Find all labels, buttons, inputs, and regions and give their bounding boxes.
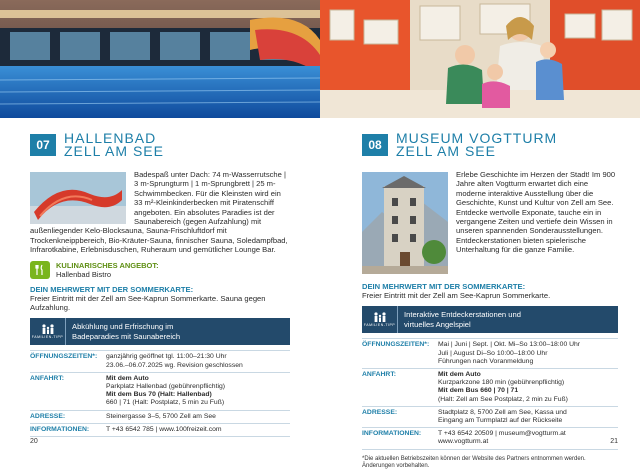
section-title: MUSEUM VOGTTURM ZELL AM SEE bbox=[396, 130, 558, 159]
info-table bbox=[30, 350, 290, 437]
intro-block bbox=[362, 170, 618, 255]
address-row: ADRESSE: Steinergasse 3–5, 5700 Zell am See bbox=[30, 411, 290, 424]
culinary-text: Hallenbad Bistro bbox=[56, 269, 112, 279]
address-row: ADRESSE: Stadtplatz 8, 5700 Zell am See, Kassa und Eingang am Turmplatzl auf der Rückseite bbox=[362, 407, 618, 428]
family-tip-label: FAMILIEN-TIPP bbox=[31, 335, 64, 340]
right-content bbox=[320, 118, 640, 470]
museum-photo bbox=[320, 0, 640, 118]
opening-hours-row: ÖFFNUNGSZEITEN*: ganzjährig geöffnet tgl. 11:00–21:30 Uhr 23.06.–06.07.2025 wg. Revision geschlossen bbox=[30, 351, 290, 372]
culinary-title: KULINARISCHES ANGEBOT: bbox=[56, 260, 159, 270]
section-title: HALLENBAD ZELL AM SEE bbox=[64, 130, 164, 159]
benefit-text: Freier Eintritt mit der Zell am See-Kaprun Sommerkarte. bbox=[362, 291, 551, 300]
section-header bbox=[362, 132, 618, 166]
intro-block bbox=[30, 170, 290, 255]
section-number: 07 bbox=[30, 134, 56, 156]
family-icon bbox=[30, 318, 66, 345]
culinary-section bbox=[30, 261, 290, 279]
family-tip-text: Abkühlung und Erfrischung im Badeparadies mit Saunabereich bbox=[72, 322, 181, 341]
right-page bbox=[320, 0, 640, 469]
left-page bbox=[0, 0, 320, 450]
pool-photo bbox=[0, 0, 320, 118]
page-number: 20 bbox=[30, 438, 38, 445]
family-tip-box bbox=[30, 318, 290, 345]
family-icon bbox=[362, 306, 398, 333]
left-content bbox=[0, 118, 320, 437]
directions-row: ANFAHRT: Mit dem Auto Kurzparkzone 180 min (gebührenpflichtig) Mit dem Bus 660 | 70 | 71 (Halt: Zell am See Postplatz, 2 min zu Fuß) bbox=[362, 369, 618, 407]
slide-photo bbox=[30, 172, 126, 224]
benefit-title: DEIN MEHRWERT MIT DER SOMMERKARTE: bbox=[30, 284, 194, 294]
page-number: 21 bbox=[610, 438, 618, 445]
info-table bbox=[362, 338, 618, 449]
benefit-text: Freier Eintritt mit der Zell am See-Kaprun Sommerkarte. Sauna gegen Aufzahlung. bbox=[30, 293, 266, 313]
section-number: 08 bbox=[362, 134, 388, 156]
section-header bbox=[30, 132, 290, 166]
opening-hours-row: ÖFFNUNGSZEITEN*: Mai | Juni | Sept. | Okt. Mi–So 13:00–18:00 Uhr Juli | August Di–So 10:00–18:00 Uhr Führungen nach Voranmeldung bbox=[362, 339, 618, 369]
directions-row: ANFAHRT: Mit dem Auto Parkplatz Hallenbad (gebührenpflichtig) Mit dem Bus 70 (Halt: Hallenbad) 660 | 71 (Halt: Postplatz, 5 min zu Fuß) bbox=[30, 373, 290, 411]
tower-photo bbox=[362, 172, 448, 274]
family-tip-box bbox=[362, 306, 618, 333]
information-row: INFORMATIONEN: T +43 6542 785 | www.100freizeit.com bbox=[30, 424, 290, 437]
information-row: INFORMATIONEN: T +43 6542 20509 | museum@vogtturm.at www.vogtturm.at bbox=[362, 428, 618, 449]
description: Erlebe Geschichte im Herzen der Stadt! Im 900 Jahre alten Vogtturm erwartet dich eine moderne interaktive Ausstellung über die Geschichte, Kunst und Kultur von Zell am See. Entdecke wertvolle Exponate, tauche ein in vergangene Zeiten und vertiefe dein Wissen in unseren spannenden Sonderausstellungen. Entdeckerstationen bieten spielerische Unterhaltung für die ganze Familie. bbox=[456, 170, 616, 255]
footnote: *Die aktuellen Betriebszeiten können der Website des Partners entnommen werden. Änderungen vorbehalten. bbox=[362, 455, 586, 469]
cutlery-icon bbox=[30, 261, 50, 279]
family-tip-label: FAMILIEN-TIPP bbox=[363, 323, 396, 328]
benefit-title: DEIN MEHRWERT MIT DER SOMMERKARTE: bbox=[362, 282, 526, 291]
description: Badespaß unter Dach: 74 m-Wasserrutsche | 3 m-Sprungturm | 1 m-Sprungbrett | 25 m-Schwimmbecken. Für die Kleinsten wird ein 33 m²-Kleinkinderbecken mit Piratenschiff angeboten. Ein absolutes Paradies ist der Saunabereich (gegen Aufzahlung) mit außenliegender Kelo-Blocksauna, Sauna-Frischluftdorf mit Trockenkneippbereich, Bio-Kräuter-Sauna, finnischer Sauna, Soledampfbad, Infrarotkabine, Erlebnisduschen, Ruheraum und gemütlicher Lounge Bar. bbox=[30, 170, 288, 255]
family-tip-text: Interaktive Entdeckerstationen und virtuelles Angelspiel bbox=[404, 310, 521, 329]
